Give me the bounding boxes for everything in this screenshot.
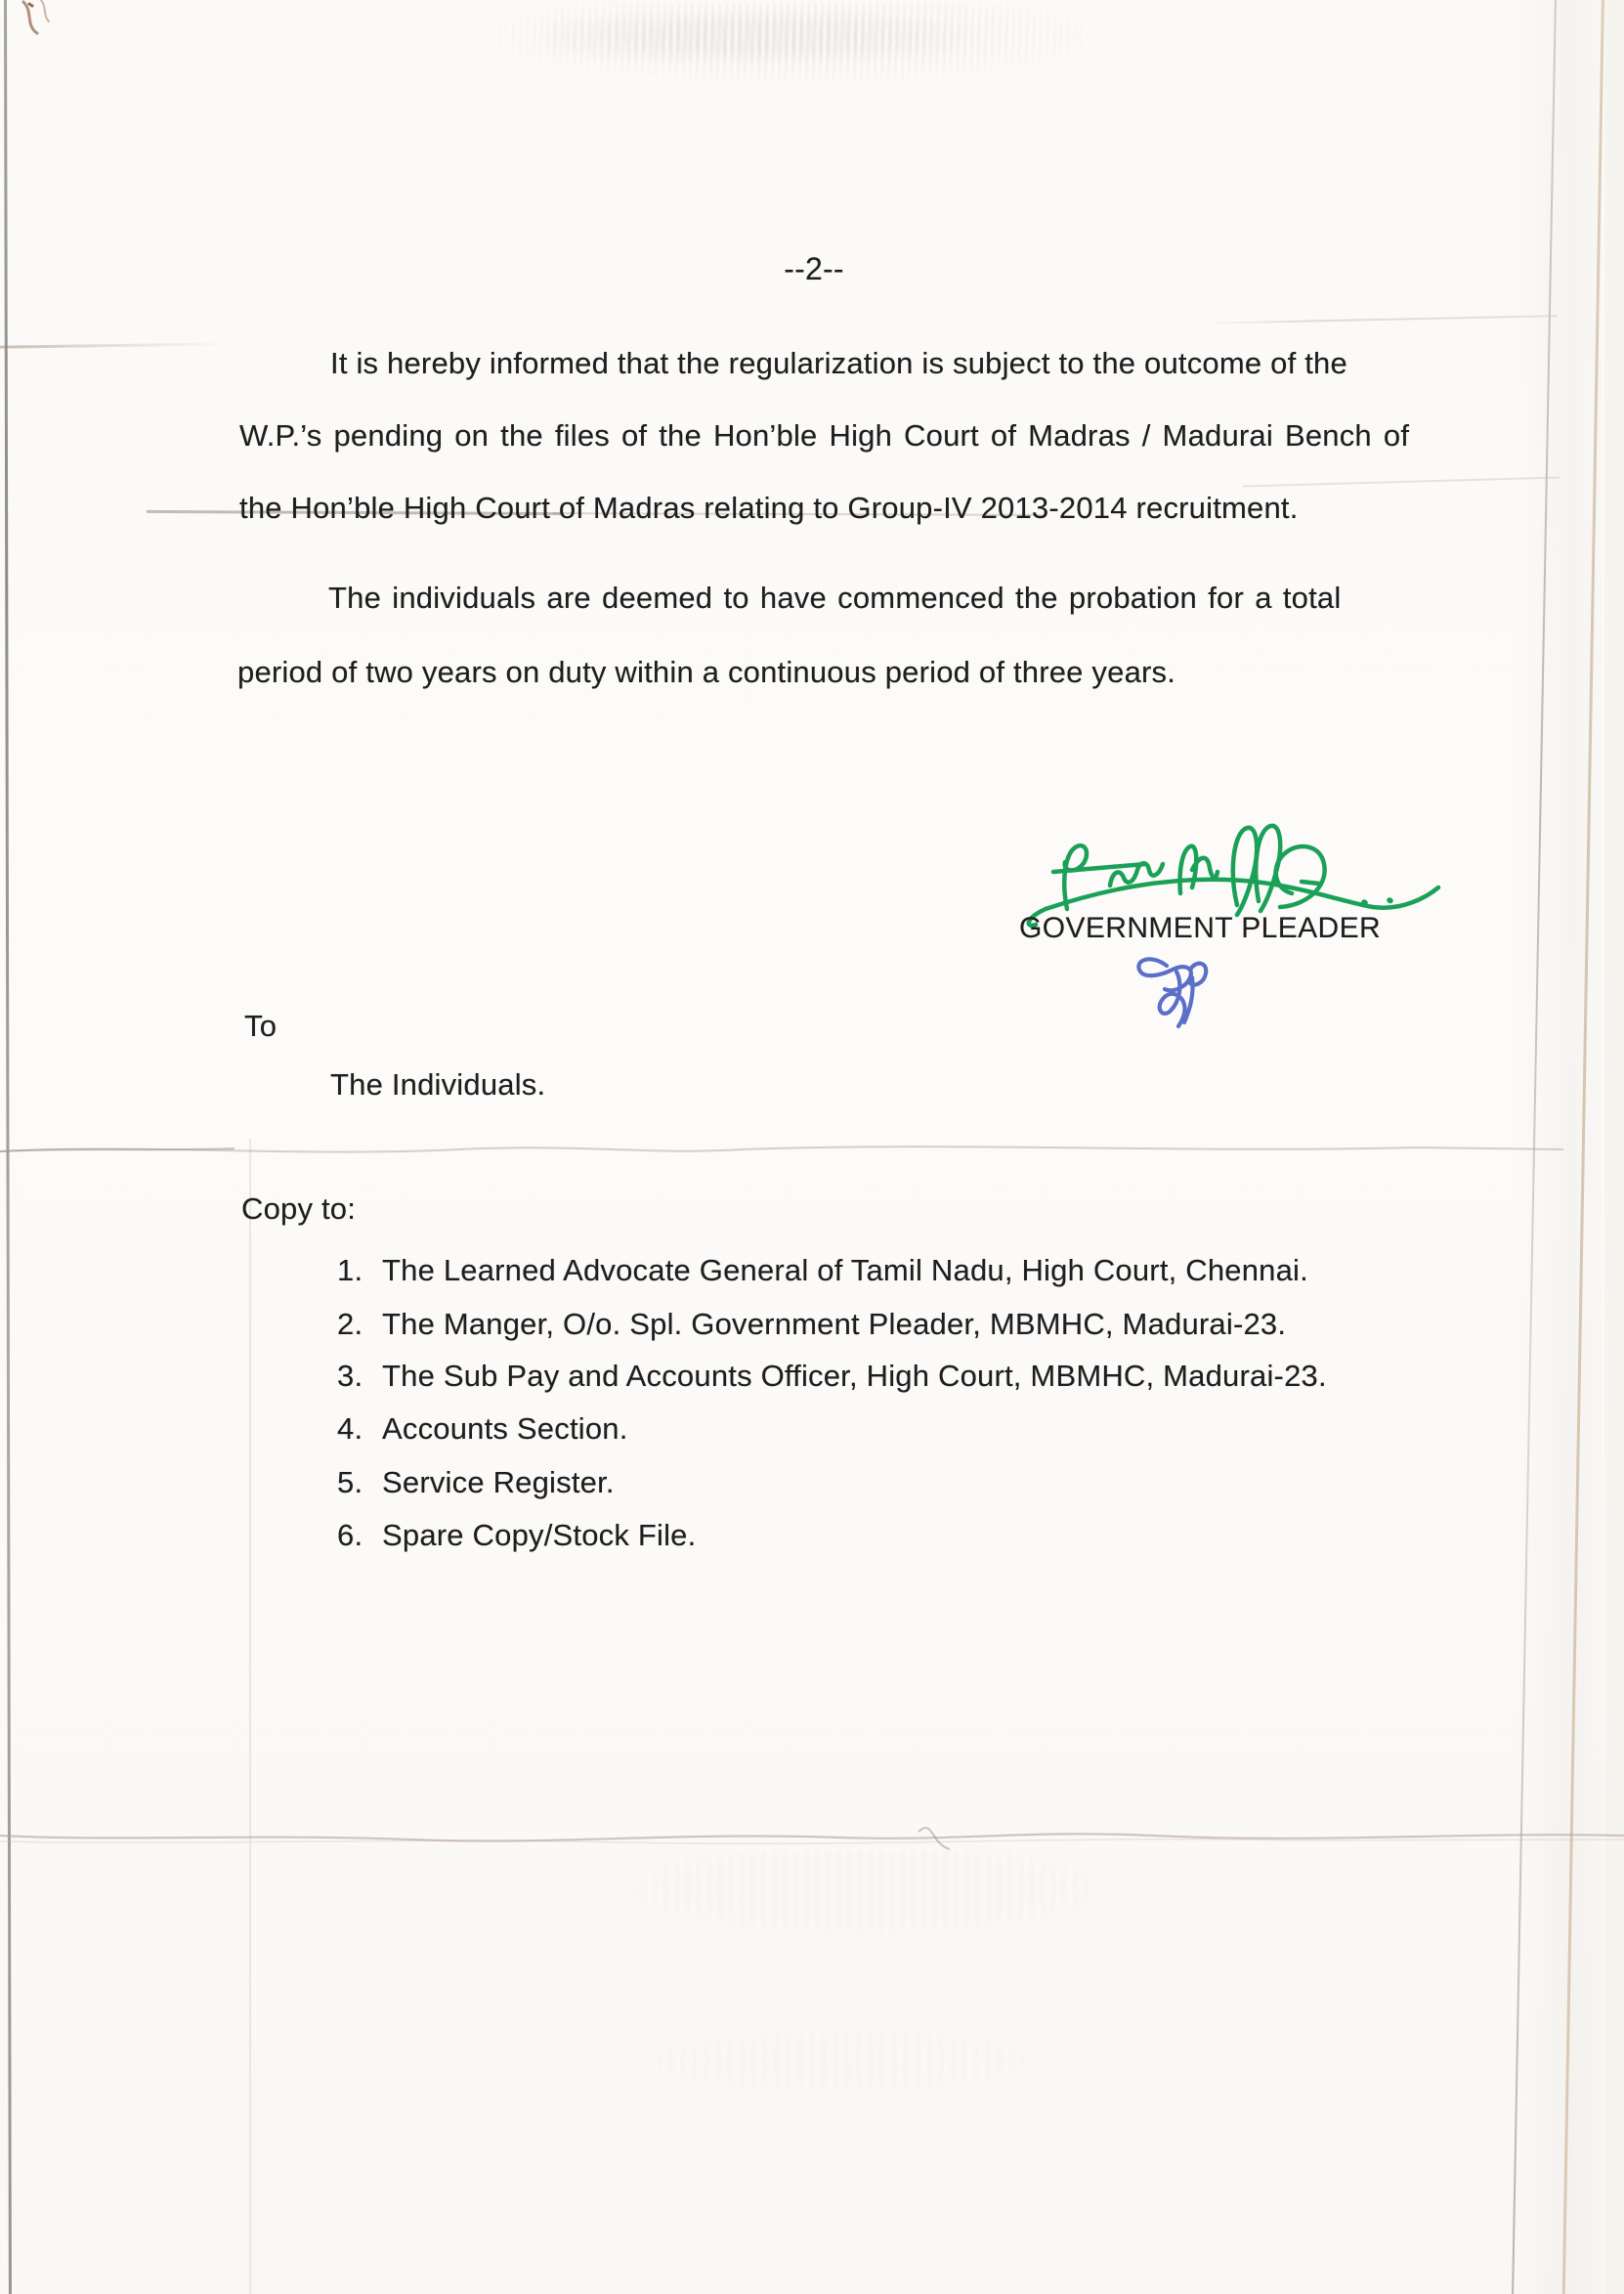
addressee-recipient: The Individuals. <box>330 1067 546 1102</box>
list-text: The Sub Pay and Accounts Officer, High Court, MBMHC, Madurai-23. <box>382 1359 1327 1393</box>
list-text: Service Register. <box>382 1465 615 1499</box>
page-number: --2-- <box>784 251 844 286</box>
corner-stain-mark <box>14 0 72 44</box>
copy-list-item <box>337 1255 1308 1285</box>
vertical-crease-right <box>1512 0 1557 2294</box>
addressee-label: To <box>244 1009 278 1043</box>
copy-list-item <box>337 1520 696 1550</box>
fold-crease-right-2 <box>1243 476 1560 487</box>
paragraph-2-line-2: period of two years on duty within a continuous period of three years. <box>237 655 1176 689</box>
copy-list-item <box>337 1413 628 1444</box>
ghost-marks-bottom <box>547 1849 1182 1947</box>
list-text: The Manger, O/o. Spl. Government Pleader, MBMHC, Madurai-23. <box>382 1307 1287 1341</box>
copy-list-item <box>337 1361 1327 1391</box>
copy-list-item <box>337 1467 615 1497</box>
horizontal-crease-bottom <box>0 1806 1624 1865</box>
fold-crease-right <box>1200 315 1558 325</box>
fold-crease-left <box>0 342 233 348</box>
paper-edge-right <box>1562 0 1604 2294</box>
paragraph-1-line-2: W.P.’s pending on the files of the Hon’ble High Court of Madras / Madurai Bench of <box>239 418 1410 453</box>
paragraph-1-line-1: It is hereby informed that the regularization is subject to the outcome of the <box>330 346 1347 380</box>
horizontal-crease-middle <box>0 1138 1573 1167</box>
list-text: Accounts Section. <box>382 1411 628 1446</box>
list-text: Spare Copy/Stock File. <box>382 1518 697 1552</box>
list-text: The Learned Advocate General of Tamil Nadu, High Court, Chennai. <box>382 1253 1308 1287</box>
ghost-marks-bottom-2 <box>577 2021 1104 2099</box>
paragraph-2-line-1: The individuals are deemed to have commenced the probation for a total <box>328 581 1342 615</box>
copy-to-heading: Copy to: <box>241 1191 357 1226</box>
list-number: 3. <box>337 1359 363 1393</box>
list-number: 2. <box>337 1307 363 1341</box>
ink-bleedthrough-smudge-top <box>493 2 1090 82</box>
signatory-designation: GOVERNMENT PLEADER <box>1019 912 1382 944</box>
initials-signature <box>1122 944 1224 1030</box>
paper-edge-left <box>4 0 11 2294</box>
paragraph-1-line-3: the Hon’ble High Court of Madras relating to Group-IV 2013-2014 recruitment. <box>239 491 1299 525</box>
scanner-background-strip <box>1604 0 1624 2294</box>
ink-bleedthrough-smudge-top-2 <box>547 12 967 63</box>
copy-list-item <box>337 1309 1286 1339</box>
list-number: 1. <box>337 1253 363 1287</box>
list-number: 4. <box>337 1411 363 1446</box>
list-number: 6. <box>337 1518 363 1552</box>
right-margin-shadow <box>1513 0 1603 2294</box>
list-number: 5. <box>337 1465 363 1499</box>
vertical-fold-faint <box>249 1139 251 2294</box>
